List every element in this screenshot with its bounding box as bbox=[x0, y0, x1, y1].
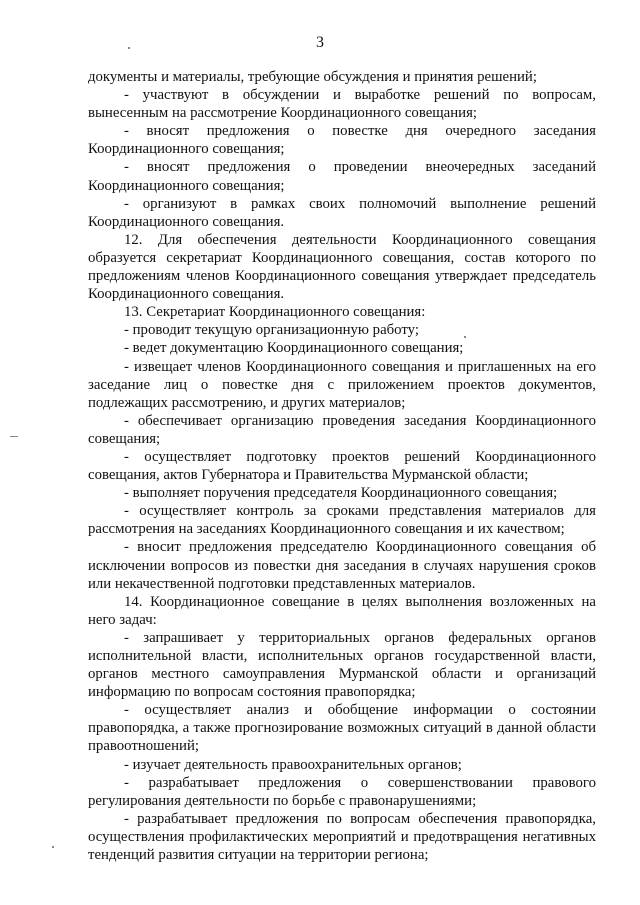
scan-mark bbox=[128, 47, 130, 49]
list-item: - организуют в рамках своих полномочий выполнение решений Координационного совещания. bbox=[88, 195, 596, 230]
scan-mark bbox=[52, 846, 54, 848]
list-item: - обеспечивает организацию проведения заседания Координационного совещания; bbox=[88, 412, 596, 447]
paragraph: документы и материалы, требующие обсуждения и принятия решений; bbox=[88, 69, 537, 85]
list-item: - запрашивает у территориальных органов федеральных органов исполнительной власти, исполнительных органов государственной власти, органов местного самоуправления Мурманской области и организаций информацию по вопросам состояния правопорядка; bbox=[88, 629, 596, 701]
list-item: - участвуют в обсуждении и выработке решений по вопросам, вынесенным на рассмотрение Координационного совещания; bbox=[88, 87, 596, 122]
list-item: - разрабатывает предложения по вопросам обеспечения правопорядка, осуществления профилактических мероприятий и предотвращения негативных тенденций развития ситуации на территории региона; bbox=[88, 810, 596, 864]
scan-mark bbox=[10, 436, 18, 437]
paragraph-section-12: 12. Для обеспечения деятельности Координационного совещания образуется секретариат Координационного совещания, состав которого по предложениям членов Координационного совещания утверждает председатель Координационного совещания. bbox=[88, 231, 596, 303]
paragraph-section-14: 14. Координационное совещание в целях выполнения возложенных на него задач: bbox=[88, 593, 596, 628]
list-item: - вносят предложения о проведении внеочередных заседаний Координационного совещания; bbox=[88, 159, 596, 194]
list-item: - осуществляет анализ и обобщение информации о состоянии правопорядка, а также прогнозирование возможных ситуаций в данной области правоотношений; bbox=[88, 702, 596, 755]
paragraph-section-13: 13. Секретариат Координационного совещания: bbox=[124, 304, 426, 321]
list-item: - изучает деятельность правоохранительных органов; bbox=[124, 756, 462, 773]
list-item: - ведет документацию Координационного совещания; bbox=[124, 340, 464, 357]
list-item: - вносят предложения о повестке дня очередного заседания Координационного совещания; bbox=[88, 123, 596, 158]
list-item: - выполняет поручения председателя Координационного совещания; bbox=[124, 485, 558, 502]
list-item: - разрабатывает предложения о совершенствовании правового регулирования деятельности по борьбе с правонарушениями; bbox=[88, 774, 596, 809]
document-body bbox=[88, 68, 596, 864]
page-number: 3 bbox=[316, 34, 324, 51]
list-item: - осуществляет подготовку проектов решений Координационного совещания, актов Губернатора и Правительства Мурманской области; bbox=[88, 448, 596, 484]
list-item: - проводит текущую организационную работу; bbox=[124, 322, 419, 339]
list-item: - вносит предложения председателю Координационного совещания об исключении вопросов из повестки дня заседания в случаях нарушения сроков или некачественной подготовки представленных материалов. bbox=[88, 539, 596, 592]
list-item: - извещает членов Координационного совещания и приглашенных на его заседание лиц о повестке дня с приложением проектов документов, подлежащих рассмотрению, и других материалов; bbox=[88, 358, 596, 411]
list-item: - осуществляет контроль за сроками представления материалов для рассмотрения на заседаниях Координационного совещания и их качеством; bbox=[88, 503, 596, 538]
